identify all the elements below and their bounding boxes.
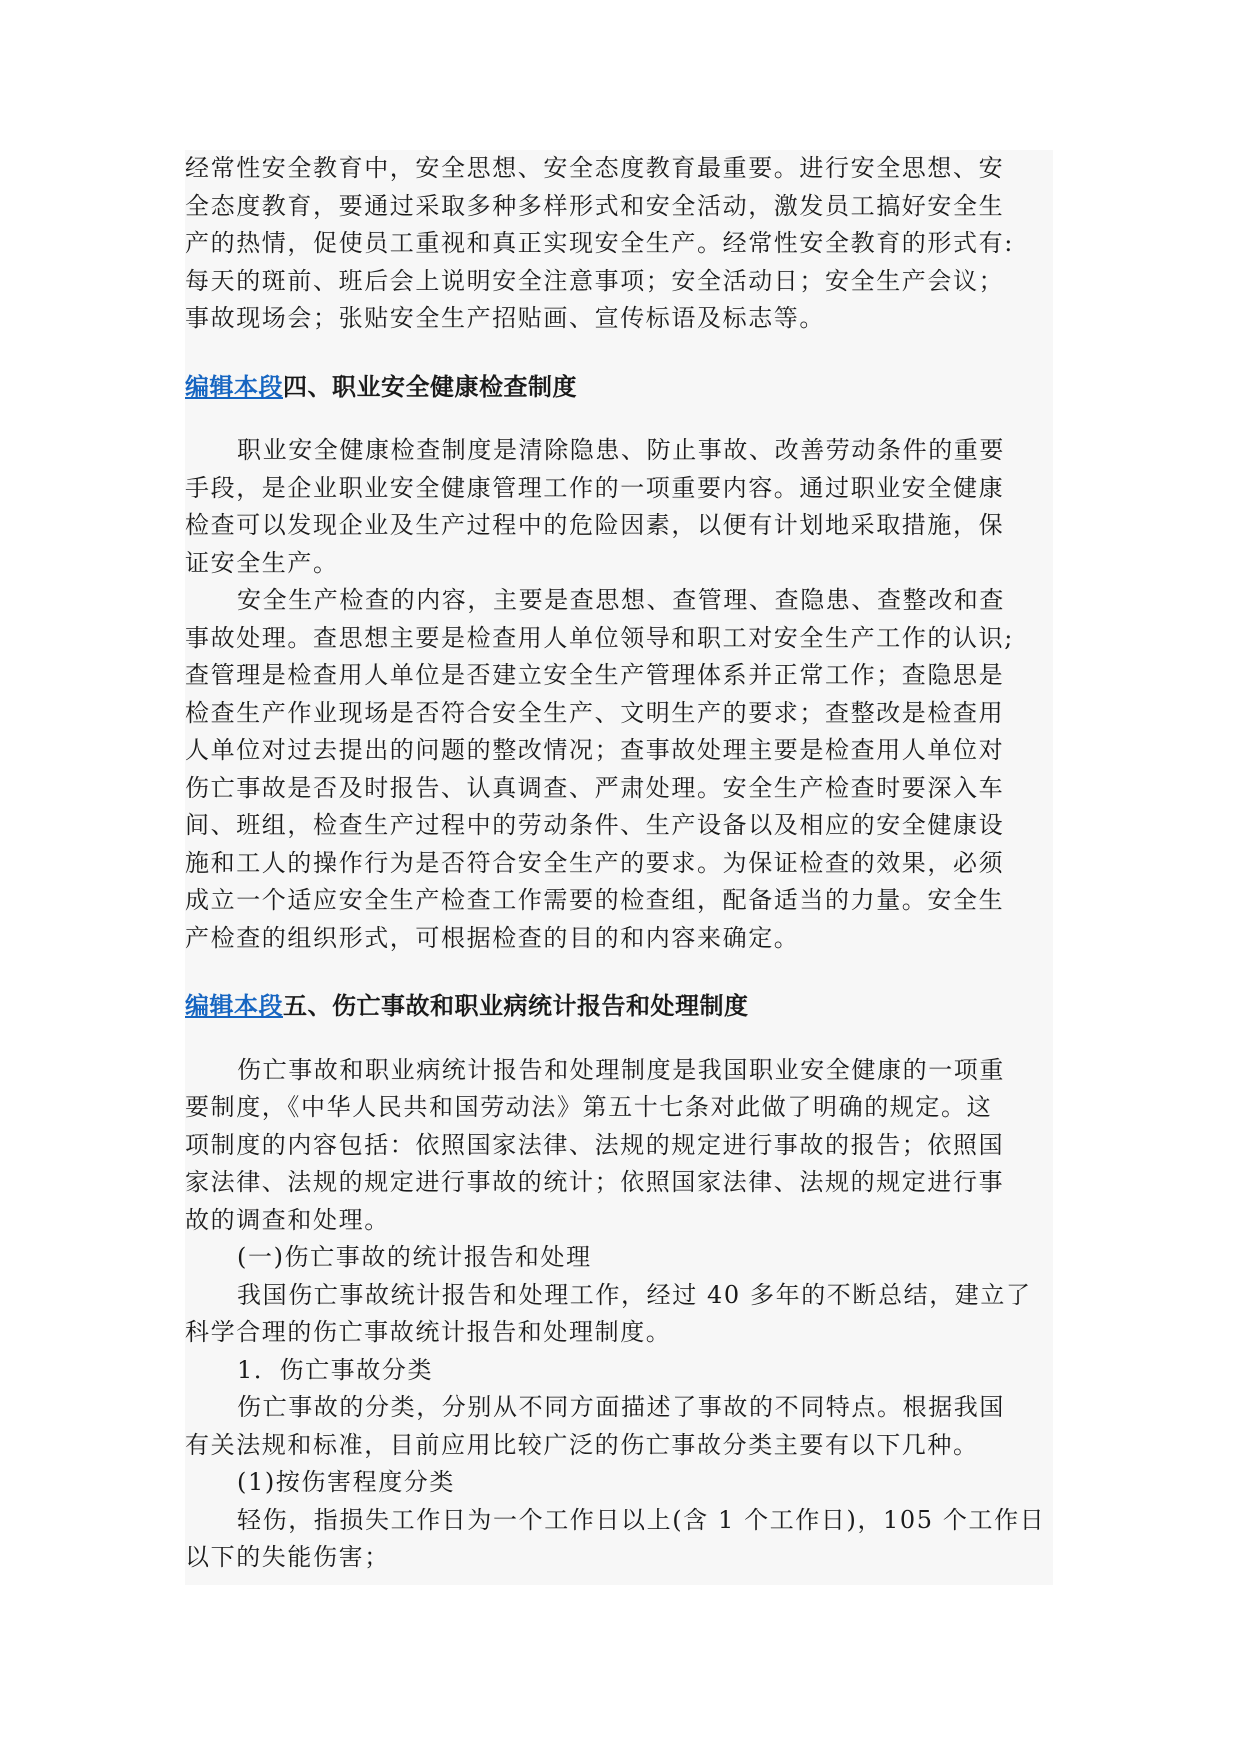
text-line: 要制度，《中华人民共和国劳动法》第五十七条对此做了明确的规定。这 <box>185 1093 993 1121</box>
text-line: 家法律、法规的规定进行事故的统计；依照国家法律、法规的规定进行事 <box>185 1168 1005 1196</box>
text-line: 全态度教育，要通过采取多种多样形式和安全活动，激发员工搞好安全生 <box>185 191 1005 220</box>
text-line: 我国伤亡事故统计报告和处理工作，经过 40 多年的不断总结，建立了 <box>237 1280 1032 1309</box>
text-line: 故的调查和处理。 <box>185 1205 390 1234</box>
text-line: 经常性安全教育中，安全思想、安全态度教育最重要。进行安全思想、安 <box>185 154 1005 182</box>
text-line: 检查可以发现企业及生产过程中的危险因素，以便有计划地采取措施，保 <box>185 511 1005 539</box>
text-line: 轻伤，指损失工作日为一个工作日以上(含 1 个工作日)，105 个工作日 <box>237 1505 1046 1534</box>
text-line: 事故处理。查思想主要是检查用人单位领导和职工对安全生产工作的认识; <box>185 623 1014 652</box>
text-line: 间、班组，检查生产过程中的劳动条件、生产设备以及相应的安全健康设 <box>185 811 1005 839</box>
edit-section-link[interactable]: 编辑本段 <box>185 372 283 401</box>
intro-paragraph <box>185 150 1053 338</box>
text-line: 产检查的组织形式，可根据检查的目的和内容来确定。 <box>185 923 800 952</box>
text-line: 科学合理的伤亡事故统计报告和处理制度。 <box>185 1318 672 1346</box>
text-line: 项制度的内容包括：依照国家法律、法规的规定进行事故的报告；依照国 <box>185 1130 1005 1159</box>
text-line: 伤亡事故和职业病统计报告和处理制度是我国职业安全健康的一项重 <box>237 1055 1005 1084</box>
edit-section-link[interactable]: 编辑本段 <box>185 992 283 1020</box>
section-5-heading <box>185 988 1053 1026</box>
subheading-line: (1)按伤害程度分类 <box>237 1468 455 1496</box>
text-line: 伤亡事故的分类，分别从不同方面描述了事故的不同特点。根据我国 <box>237 1393 1005 1421</box>
text-line: 成立一个适应安全生产检查工作需要的检查组，配备适当的力量。安全生 <box>185 886 1005 914</box>
text-line: 事故现场会；张贴安全生产招贴画、宣传标语及标志等。 <box>185 304 825 332</box>
section-4-body <box>185 432 1053 957</box>
section-4-heading <box>185 369 1053 407</box>
text-line: 以下的失能伤害； <box>185 1543 390 1571</box>
text-line: 检查生产作业现场是否符合安全生产、文明生产的要求；查整改是检查用 <box>185 698 1005 727</box>
section-5-body <box>185 1052 1053 1577</box>
text-line: 手段，是企业职业安全健康管理工作的一项重要内容。通过职业安全健康 <box>185 473 1005 502</box>
text-line: 安全生产检查的内容，主要是查思想、查管理、查隐患、查整改和查 <box>237 586 1005 614</box>
subheading-line: 1．伤亡事故分类 <box>237 1355 434 1384</box>
text-line: 职业安全健康检查制度是清除隐患、防止事故、改善劳动条件的重要 <box>237 436 1005 464</box>
text-line: 查管理是检查用人单位是否建立安全生产管理体系并正常工作；查隐思是 <box>185 661 1005 689</box>
text-line: 伤亡事故是否及时报告、认真调查、严肃处理。安全生产检查时要深入车 <box>185 773 1005 802</box>
text-line: 产的热情，促使员工重视和真正实现安全生产。经常性安全教育的形式有: <box>185 229 1014 257</box>
document-body <box>185 150 1053 1585</box>
text-line: 施和工人的操作行为是否符合安全生产的要求。为保证检查的效果，必须 <box>185 848 1005 877</box>
text-line: 每天的斑前、班后会上说明安全注意事项；安全活动日；安全生产会议； <box>185 266 1005 295</box>
section-title: 四、职业安全健康检查制度 <box>283 372 577 401</box>
text-line: 证安全生产。 <box>185 548 339 577</box>
section-title: 五、伤亡事故和职业病统计报告和处理制度 <box>283 992 749 1020</box>
text-line: 人单位对过去提出的问题的整改情况；查事故处理主要是检查用人单位对 <box>185 736 1005 764</box>
subheading-line: (一)伤亡事故的统计报告和处理 <box>237 1243 592 1271</box>
text-line: 有关法规和标准，目前应用比较广泛的伤亡事故分类主要有以下几种。 <box>185 1430 979 1459</box>
